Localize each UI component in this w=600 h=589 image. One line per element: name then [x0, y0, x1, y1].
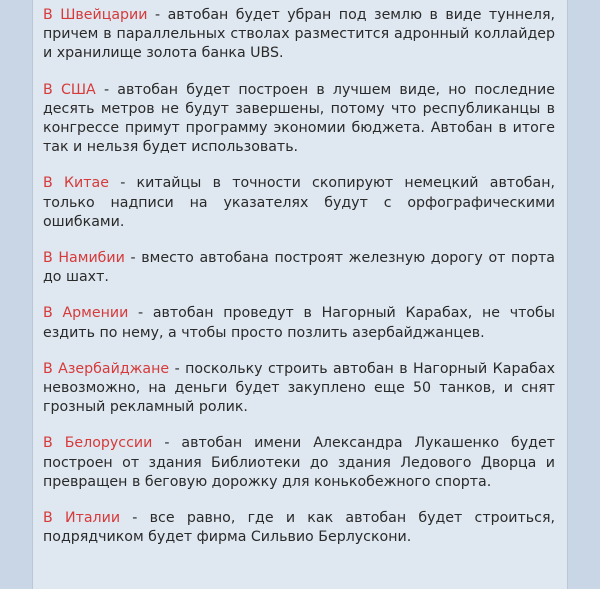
country-label: В Италии [43, 510, 121, 527]
paragraph-text: - автобан будет убран под землю в виде туннеля, причем в параллельных стволах разместится адронный коллайдер и хранилище золота банка UBS. [43, 7, 555, 62]
paragraph-namibia [43, 249, 555, 287]
country-label: В Азербайджане [43, 360, 170, 377]
paragraph-text: - автобан проведут в Нагорный Карабах, не чтобы ездить по нему, а чтобы просто позлить азербайджанцев. [43, 305, 555, 341]
paragraph-china [43, 174, 555, 232]
country-label: В США [43, 81, 96, 98]
paragraph-belarus [43, 434, 555, 492]
country-label: В Китае [43, 175, 109, 192]
country-label: В Намибии [43, 250, 125, 267]
paragraph-switzerland [43, 6, 555, 64]
country-label: В Белоруссии [43, 435, 153, 452]
paragraph-usa [43, 81, 555, 158]
paragraph-azerbaijan [43, 360, 555, 418]
paragraph-armenia [43, 304, 555, 342]
paragraph-text: - автобан имени Александра Лукашенко будет построен от здания Библиотеки до здания Ледового Дворца и превращен в беговую дорожку для конькобежного спорта. [43, 435, 555, 490]
text-panel [32, 0, 568, 589]
paragraph-text: - все равно, где и как автобан будет строиться, подрядчиком будет фирма Сильвио Берлускони. [43, 510, 555, 546]
paragraph-text: - вместо автобана построят железную дорогу от порта до шахт. [43, 250, 555, 286]
country-label: В Армении [43, 305, 129, 322]
paragraph-text: - китайцы в точности скопируют немецкий автобан, только надписи на указателях будут с орфографическими ошибками. [43, 175, 555, 230]
paragraph-italy [43, 509, 555, 547]
country-label: В Швейцарии [43, 7, 148, 23]
paragraph-text: - автобан будет построен в лучшем виде, но последние десять метров не будут завершены, потому что республиканцы в конгрессе примут программу экономии бюджета. Автобан в итоге так и нельзя будет использовать. [43, 81, 555, 156]
paragraph-text: - поскольку строить автобан в Нагорный Карабах невозможно, на деньги будет закуплено еще 50 танков, и снят грозный рекламный ролик. [43, 360, 555, 416]
